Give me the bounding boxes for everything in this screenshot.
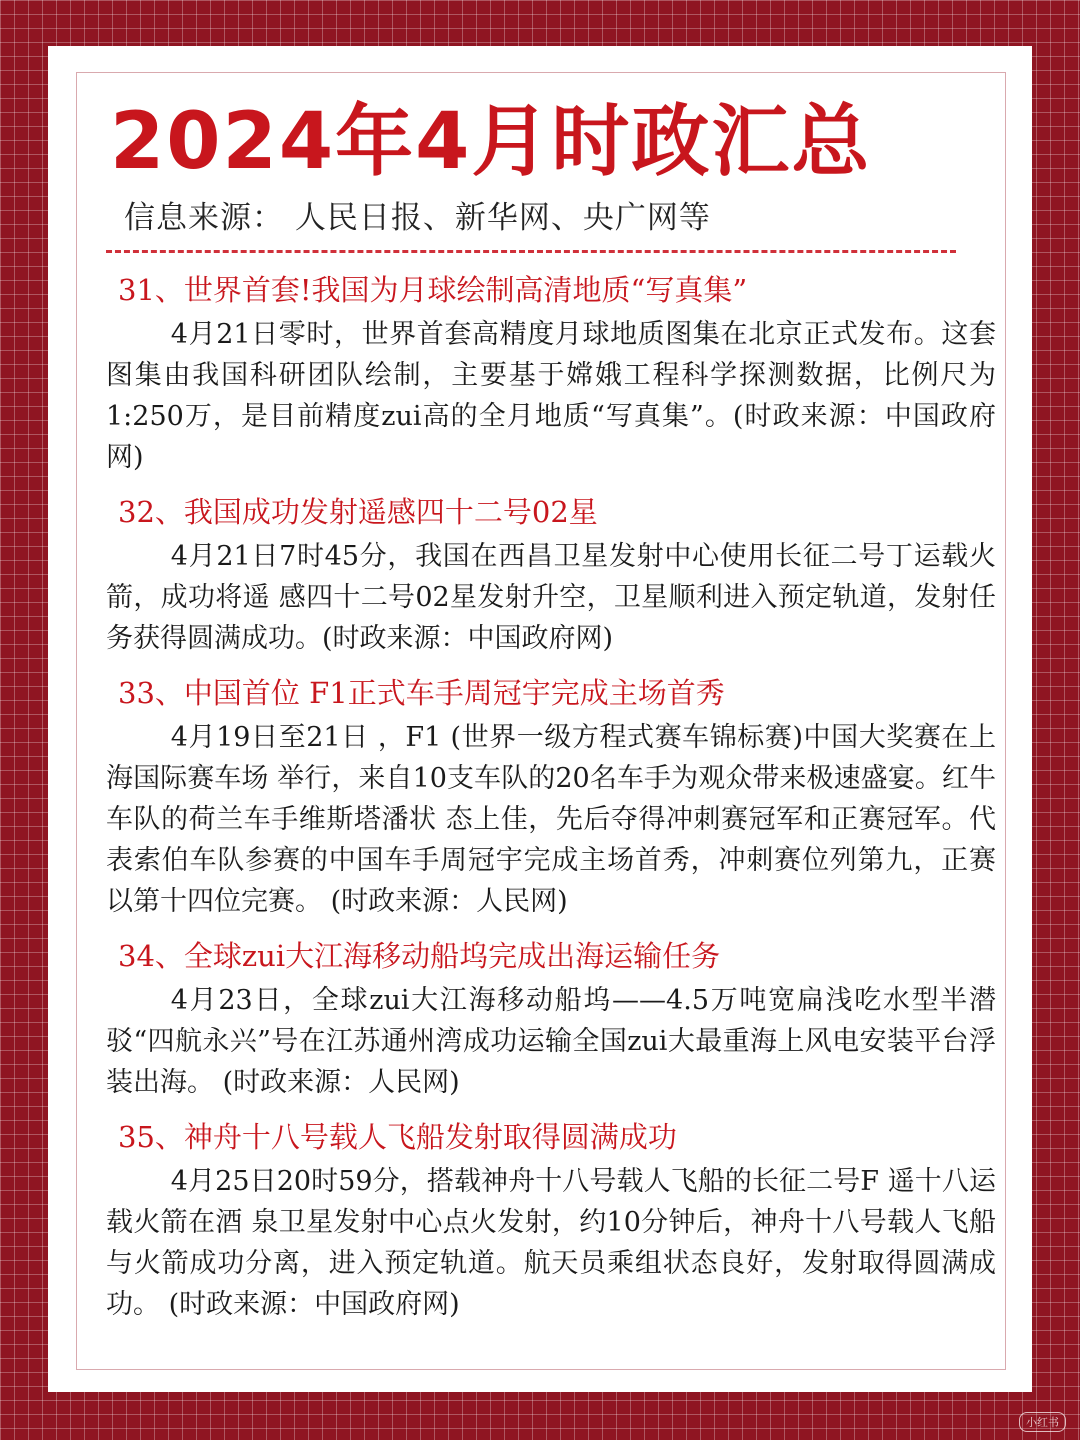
news-item-body: 4月23日，全球zui大江海移动船坞——4.5万吨宽扁浅吃水型半潜驳“四航永兴”号在江苏通州湾成功运输全国zui大最重海上风电安装平台浮装出海。 (时政来源：人民网) <box>106 985 996 1098</box>
news-item-body: 4月21日7时45分，我国在西昌卫星发射中心使用长征二号丁运载火箭，成功将遥 感四十二号02星发射升空，卫星顺利进入预定轨道，发射任务获得圆满成功。(时政来源：中国政府网) <box>106 541 996 654</box>
news-item <box>106 266 996 478</box>
news-list <box>106 266 996 1325</box>
news-item-heading: 33、中国首位 F1正式车手周冠宇完成主场首秀 <box>118 676 725 710</box>
news-item <box>106 1113 996 1325</box>
dashed-divider <box>106 250 956 253</box>
news-item-body: 4月21日零时，世界首套高精度月球地质图集在北京正式发布。这套图集由我国科研团队绘制，主要基于嫦娥工程科学探测数据，比例尺为1:250万，是目前精度zui高的全月地质“写真集”。(时政来源：中国政府网) <box>106 319 996 473</box>
news-item <box>106 488 996 659</box>
news-item <box>106 669 996 922</box>
news-item-heading: 34、全球zui大江海移动船坞完成出海运输任务 <box>118 939 721 973</box>
news-item-heading: 35、神舟十八号载人飞船发射取得圆满成功 <box>118 1120 677 1154</box>
news-item-heading: 32、我国成功发射遥感四十二号02星 <box>118 495 598 529</box>
news-item <box>106 932 996 1103</box>
platform-badge: 小红书 <box>1019 1412 1066 1432</box>
source-line: 信息来源： 人民日报、新华网、央广网等 <box>124 200 711 236</box>
page-title: 2024年4月时政汇总 <box>110 97 872 187</box>
news-item-heading: 31、世界首套!我国为月球绘制高清地质“写真集” <box>118 273 748 307</box>
news-item-body: 4月19日至21日 ，F1 (世界一级方程式赛车锦标赛)中国大奖赛在上海国际赛车场 举行，来自10支车队的20名车手为观众带来极速盛宴。红牛车队的荷兰车手维斯塔潘状 态上佳，先后夺得冲刺赛冠军和正赛冠军。代表索伯车队参赛的中国车手周冠宇完成主场首秀，冲刺赛位列第九，正赛以第十四位完赛。 (时政来源：人民网) <box>106 722 996 917</box>
news-item-body: 4月25日20时59分，搭载神舟十八号载人飞船的长征二号F 遥十八运载火箭在酒 泉卫星发射中心点火发射，约10分钟后，神舟十八号载人飞船与火箭成功分离，进入预定轨道。航天员乘组状态良好，发射取得圆满成功。 (时政来源：中国政府网) <box>106 1166 996 1320</box>
